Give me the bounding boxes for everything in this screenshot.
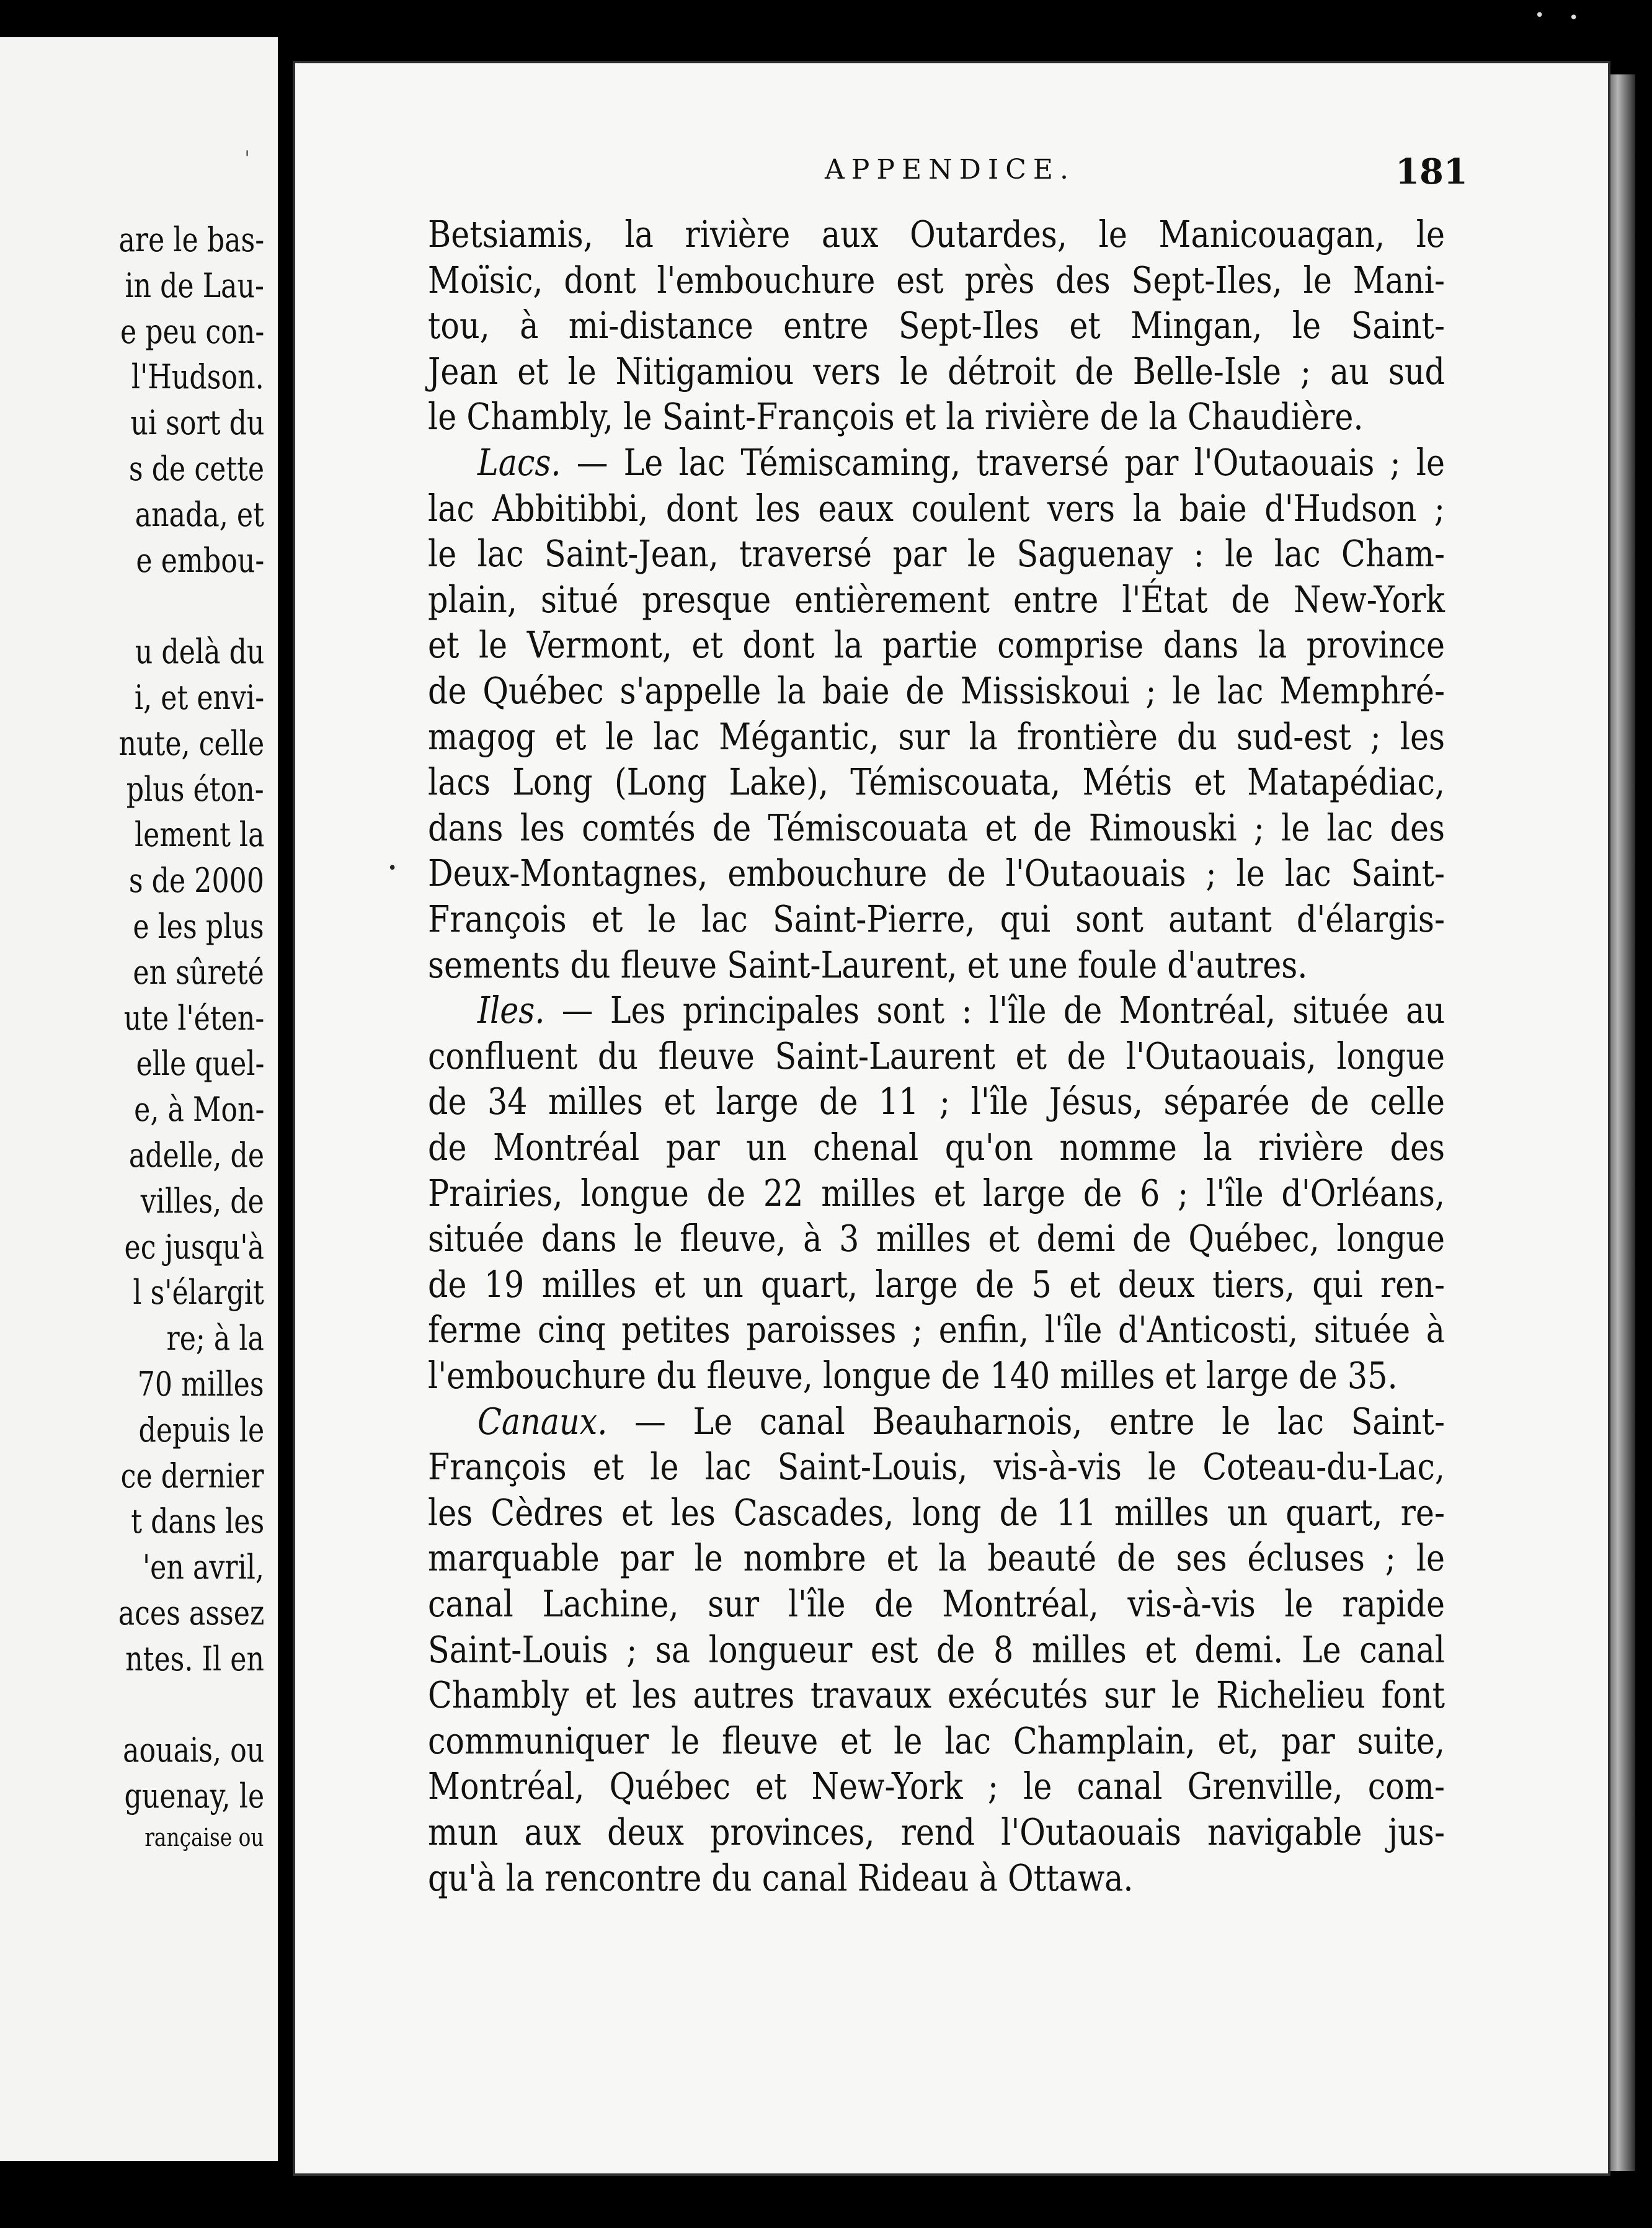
body-text-line: canal Lachine, sur l'île de Montréal, vis-à-vis le rapide [428, 1582, 1446, 1625]
left-page-line: depuis le [138, 1410, 264, 1450]
body-text-line: communiquer le fleuve et le lac Champlain, et, par suite, [428, 1719, 1446, 1762]
left-page-line: en sûreté [133, 952, 264, 992]
body-text-line: tou, à mi-distance entre Sept-Iles et Mingan, le Saint- [428, 304, 1446, 347]
body-text-line: de 34 milles et large de 11 ; l'île Jésus, séparée de celle [428, 1080, 1446, 1123]
section-lead-term: Lacs. [477, 441, 561, 484]
left-page-line: 70 milles [138, 1365, 264, 1404]
body-text-line: Jean et le Nitigamiou vers le détroit de Belle-Isle ; au sud [428, 349, 1446, 393]
body-text-line: l'embouchure du fleuve, longue de 140 milles et large de 35. [428, 1354, 1398, 1397]
body-text-line: plain, situé presque entièrement entre l'État de New-York [428, 577, 1446, 621]
body-text-line [477, 1399, 1446, 1443]
left-page-line: elle quel- [135, 1044, 264, 1084]
body-text-span: — Les principales sont : l'île de Montréal, située au [561, 989, 1446, 1032]
left-page-line: guenay, le [124, 1776, 264, 1816]
body-text-line: située dans le fleuve, à 3 milles et demi de Québec, longue [428, 1217, 1446, 1260]
body-text-line: François et le lac Saint-Pierre, qui sont autant d'élargis- [428, 898, 1446, 940]
left-page-line: aouais, ou [122, 1731, 264, 1770]
body-text-line: marquable par le nombre et la beauté de ses écluses ; le [428, 1536, 1446, 1580]
left-page-line: e, à Mon- [133, 1090, 264, 1130]
left-page-line: s de cette [128, 449, 264, 488]
left-page-line: plus éton- [127, 769, 264, 809]
body-text-line: de Québec s'appelle la baie de Missiskoui ; le lac Memphré- [428, 669, 1446, 712]
body-text-line: Betsiamis, la rivière aux Outardes, le Manicouagan, le [428, 213, 1446, 256]
scan-speck: • [1535, 6, 1545, 25]
body-text-line: sements du fleuve Saint-Laurent, et une foule d'autres. [428, 943, 1308, 986]
section-lead-term: Iles. [477, 989, 545, 1032]
body-text-line: dans les comtés de Témiscouata et de Rimouski ; le lac des [428, 806, 1446, 849]
section-lead-term: Canaux. [477, 1399, 608, 1443]
left-page-line: ute l'éten- [123, 998, 264, 1038]
body-text-line: le lac Saint-Jean, traversé par le Saguenay : le lac Cham- [428, 532, 1446, 576]
body-text-line: Moïsic, dont l'embouchure est près des Sept-Iles, le Mani- [428, 258, 1446, 301]
left-page-line: s de 2000 [128, 861, 264, 901]
body-text-line: de 19 milles et un quart, large de 5 et deux tiers, qui ren- [428, 1262, 1446, 1306]
left-facing-page [0, 37, 278, 2161]
body-text-line: Montréal, Québec et New-York ; le canal Grenville, com- [428, 1765, 1446, 1808]
left-page-line: e les plus [133, 907, 264, 946]
body-text-line: Chambly et les autres travaux exécutés sur le Richelieu font [428, 1673, 1446, 1717]
left-page-line: ce dernier [121, 1456, 264, 1495]
left-page-line: lement la [134, 815, 264, 855]
body-text-line: magog et le lac Mégantic, sur la frontière du sud-est ; les [428, 715, 1446, 758]
body-text-line: lac Abbitibbi, dont les eaux coulent vers la baie d'Hudson ; [428, 486, 1446, 530]
left-page-line: ec jusqu'à [124, 1227, 264, 1267]
left-page-line: i, et envi- [134, 678, 264, 717]
page-edge-shadow [1610, 74, 1635, 2171]
left-page-line: rançaise ou [144, 1824, 264, 1852]
left-page-line: aces assez [118, 1593, 264, 1633]
page-speck: ' [244, 146, 251, 171]
body-text-line: Deux-Montagnes, embouchure de l'Outaouais ; le lac Saint- [428, 852, 1446, 895]
body-text-line [477, 989, 1446, 1032]
body-text-span: — Le lac Témiscaming, traversé par l'Outaouais ; le [576, 441, 1446, 484]
left-page-line: ntes. Il en [125, 1639, 264, 1678]
left-page-line: ui sort du [130, 403, 264, 443]
body-text-line: de Montréal par un chenal qu'on nomme la rivière des [428, 1126, 1446, 1169]
body-text-line: et le Vermont, et dont la partie comprise dans la province [428, 623, 1446, 667]
body-text-line: ferme cinq petites paroisses ; enfin, l'île d'Anticosti, située à [428, 1308, 1446, 1352]
left-page-line: villes, de [140, 1181, 264, 1221]
left-page-line: l s'élargit [133, 1273, 264, 1312]
body-text-line: lacs Long (Long Lake), Témiscouata, Métis et Matapédiac, [428, 760, 1446, 804]
left-page-line: adelle, de [128, 1136, 264, 1175]
left-page-line: u delà du [135, 632, 264, 672]
left-page-line: are le bas- [118, 220, 264, 259]
left-page-line: in de Lau- [125, 265, 264, 305]
left-page-line: re; à la [166, 1319, 264, 1358]
left-page-line: t dans les [130, 1502, 264, 1541]
body-text-line: confluent du fleuve Saint-Laurent et de l'Outaouais, longue [428, 1034, 1446, 1077]
body-text-line [477, 441, 1446, 484]
page-speck: • [388, 859, 397, 878]
body-text-line: mun aux deux provinces, rend l'Outaouais navigable jus- [428, 1811, 1446, 1853]
left-page-line: e peu con- [120, 311, 264, 351]
body-text-line: Saint-Louis ; sa longueur est de 8 milles et demi. Le canal [428, 1628, 1446, 1671]
body-text-line: les Cèdres et les Cascades, long de 11 milles un quart, re- [428, 1491, 1446, 1534]
left-page-line: anada, et [135, 494, 264, 534]
left-page-line: nute, celle [118, 723, 264, 763]
body-text-span: — Le canal Beauharnois, entre le lac Saint- [634, 1399, 1446, 1443]
left-page-line: 'en avril, [143, 1548, 264, 1587]
body-text-line: qu'à la rencontre du canal Rideau à Ottawa. [428, 1856, 1134, 1899]
left-page-line: l'Hudson. [131, 357, 264, 397]
left-page-line: e embou- [136, 540, 264, 580]
body-text-line: François et le lac Saint-Louis, vis-à-vis le Coteau-du-Lac, [428, 1445, 1446, 1489]
body-text-line: le Chambly, le Saint-François et la rivière de la Chaudière. [428, 395, 1364, 439]
page-number: 181 [1395, 151, 1468, 192]
running-header: APPENDICE. [825, 154, 1076, 185]
scan-speck: • [1569, 9, 1579, 27]
body-text-line: Prairies, longue de 22 milles et large de 6 ; l'île d'Orléans, [428, 1171, 1446, 1214]
